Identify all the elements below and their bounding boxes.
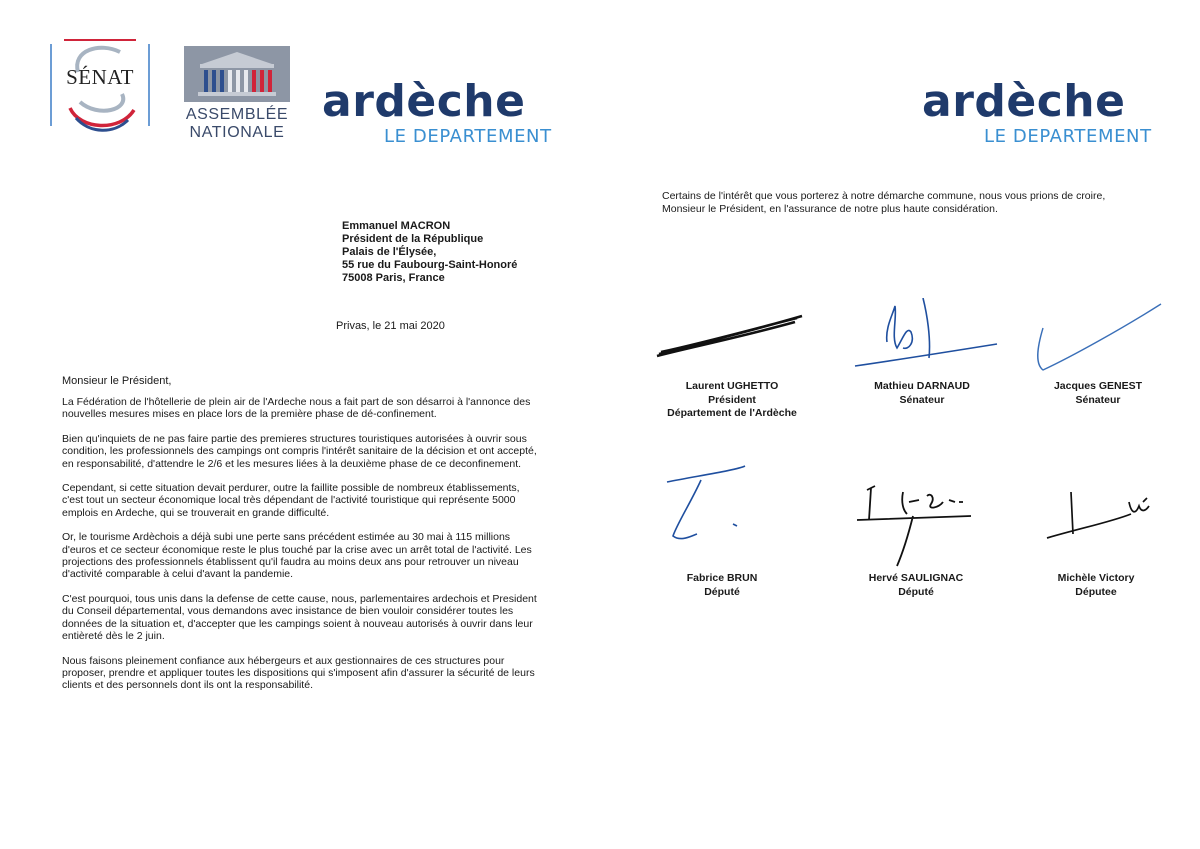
- signatory-darnaud: [832, 380, 1012, 407]
- assemblee-building-icon: [184, 46, 290, 102]
- signatory-title: Député: [704, 585, 740, 598]
- signature-block-genest: [1008, 298, 1188, 407]
- body-paragraph: C'est pourquoi, tous unis dans la defense de cette cause, nous, parlementaires ardechois et President du Conseil départemental, vous demandons avec insistance de bien vouloir considérer toutes les données de la situation et, d'accepter que les campings soient à nouveau autorisés à ouvrir dans leur entièreté dès le 2 juin.: [62, 592, 537, 643]
- assemblee-nationale-logo: [184, 46, 290, 144]
- signature-saulignac-icon: [831, 462, 1001, 572]
- recipient-line: Palais de l'Élysée,: [342, 246, 437, 258]
- recipient-address: [342, 220, 517, 285]
- senat-wordmark: SÉNAT: [66, 65, 134, 89]
- signature-block-darnaud: [832, 298, 1012, 407]
- body-paragraph: Bien qu'inquiets de ne pas faire partie des premieres structures touristiques autorisées à ouvrir sous condition, les professionnels des campings ont compris l'intérêt sanitaire de la décision et ont accepté, en responsabilité, d'attendre le 2/6 et les mesures liées à la deuxième phase de ce deconfinement.: [62, 432, 537, 470]
- ardeche-departement-label: LE DEPARTEMENT: [984, 126, 1152, 147]
- signatory-title: Président: [708, 393, 756, 406]
- recipient-line: 75008 Paris, France: [342, 272, 445, 284]
- signature-brun-icon: [637, 462, 807, 572]
- signatory-name: Jacques GENEST: [1053, 380, 1143, 392]
- signature-victory-icon: [1011, 462, 1181, 572]
- signatory-victory: [1006, 572, 1186, 599]
- signature-block-saulignac: [826, 462, 1006, 599]
- assemblee-wordmark-line-2: NATIONALE: [189, 124, 285, 141]
- letter-page-2: [600, 0, 1200, 849]
- signatory-title: Sénateur: [899, 393, 945, 406]
- signatory-name: Mathieu DARNAUD: [874, 380, 970, 392]
- signatory-brun: [632, 572, 812, 599]
- signatory-ughetto: [642, 380, 822, 421]
- senat-logo: [50, 38, 150, 138]
- signature-block-brun: [632, 462, 812, 599]
- salutation: Monsieur le Président,: [62, 375, 172, 387]
- recipient-line: Emmanuel MACRON: [342, 220, 451, 232]
- signatory-title: Sénateur: [1075, 393, 1121, 406]
- body-paragraph: Or, le tourisme Ardèchois a déjà subi une perte sans précédent estimée au 30 mai à 115 millions d'euros et ce secteur économique reste le plus touché par la crise avec un arrêt total de l'activité. Les projections des professionnels établissent qu'il faudra au moins deux ans pour retrouver un niveau d'activité comparable à celui d'avant la pandemie.: [62, 531, 532, 581]
- signatory-title: Députee: [1075, 585, 1117, 598]
- signatory-name: Michèle Victory: [1057, 572, 1135, 584]
- signatory-title: Député: [898, 585, 934, 598]
- signatory-title: Département de l'Ardèche: [667, 407, 797, 419]
- signatory-name: Hervé SAULIGNAC: [868, 572, 964, 584]
- recipient-line: Président de la République: [342, 233, 484, 245]
- signature-genest-icon: [1013, 298, 1183, 380]
- signature-block-victory: [1006, 462, 1186, 599]
- ardeche-departement-label: LE DEPARTEMENT: [384, 126, 552, 147]
- ardeche-logo-left: [322, 78, 562, 158]
- signature-block-ughetto: [642, 298, 822, 421]
- signatory-name: Fabrice BRUN: [686, 572, 758, 584]
- ardeche-wordmark: ardèche: [922, 76, 1126, 127]
- signatory-name: Laurent UGHETTO: [685, 380, 779, 392]
- signatory-saulignac: [826, 572, 1006, 599]
- closing-formula: Certains de l'intérêt que vous porterez à notre démarche commune, nous vous prions de croire, Monsieur le Président, en l'assurance de notre plus haute considération.: [662, 190, 1106, 215]
- body-paragraph: Nous faisons pleinement confiance aux hébergeurs et aux gestionnaires de ces structures pour proposer, prendre et appliquer toutes les dispositions qui s'imposent afin d'assurer la sécurité de leurs clients et des personnels dont ils ont la responsabilité.: [62, 654, 535, 692]
- recipient-line: 55 rue du Faubourg-Saint-Honoré: [342, 259, 518, 271]
- ardeche-logo-right: [922, 78, 1162, 158]
- body-paragraph: La Fédération de l'hôtellerie de plein air de l'Ardeche nous a fait part de son désarroi à l'annonce des nouvelles mesures mises en place lors de la première phase de dé-confinement.: [62, 396, 531, 421]
- body-paragraph: Cependant, si cette situation devait perdurer, outre la faillite possible de nombreux établissements, c'est tout un secteur économique local très dépendant de l'activité touristique qui représente 5000 emplois en Ardeche, qui se trouverait en grande difficulté.: [62, 482, 520, 519]
- signature-ughetto-icon: [647, 298, 817, 380]
- letter-body: [62, 396, 542, 704]
- assemblee-wordmark-line-1: ASSEMBLÉE: [185, 106, 289, 123]
- signatory-genest: [1008, 380, 1188, 407]
- signature-darnaud-icon: [837, 298, 1007, 380]
- ardeche-wordmark: ardèche: [322, 76, 526, 127]
- place-date: Privas, le 21 mai 2020: [336, 320, 445, 332]
